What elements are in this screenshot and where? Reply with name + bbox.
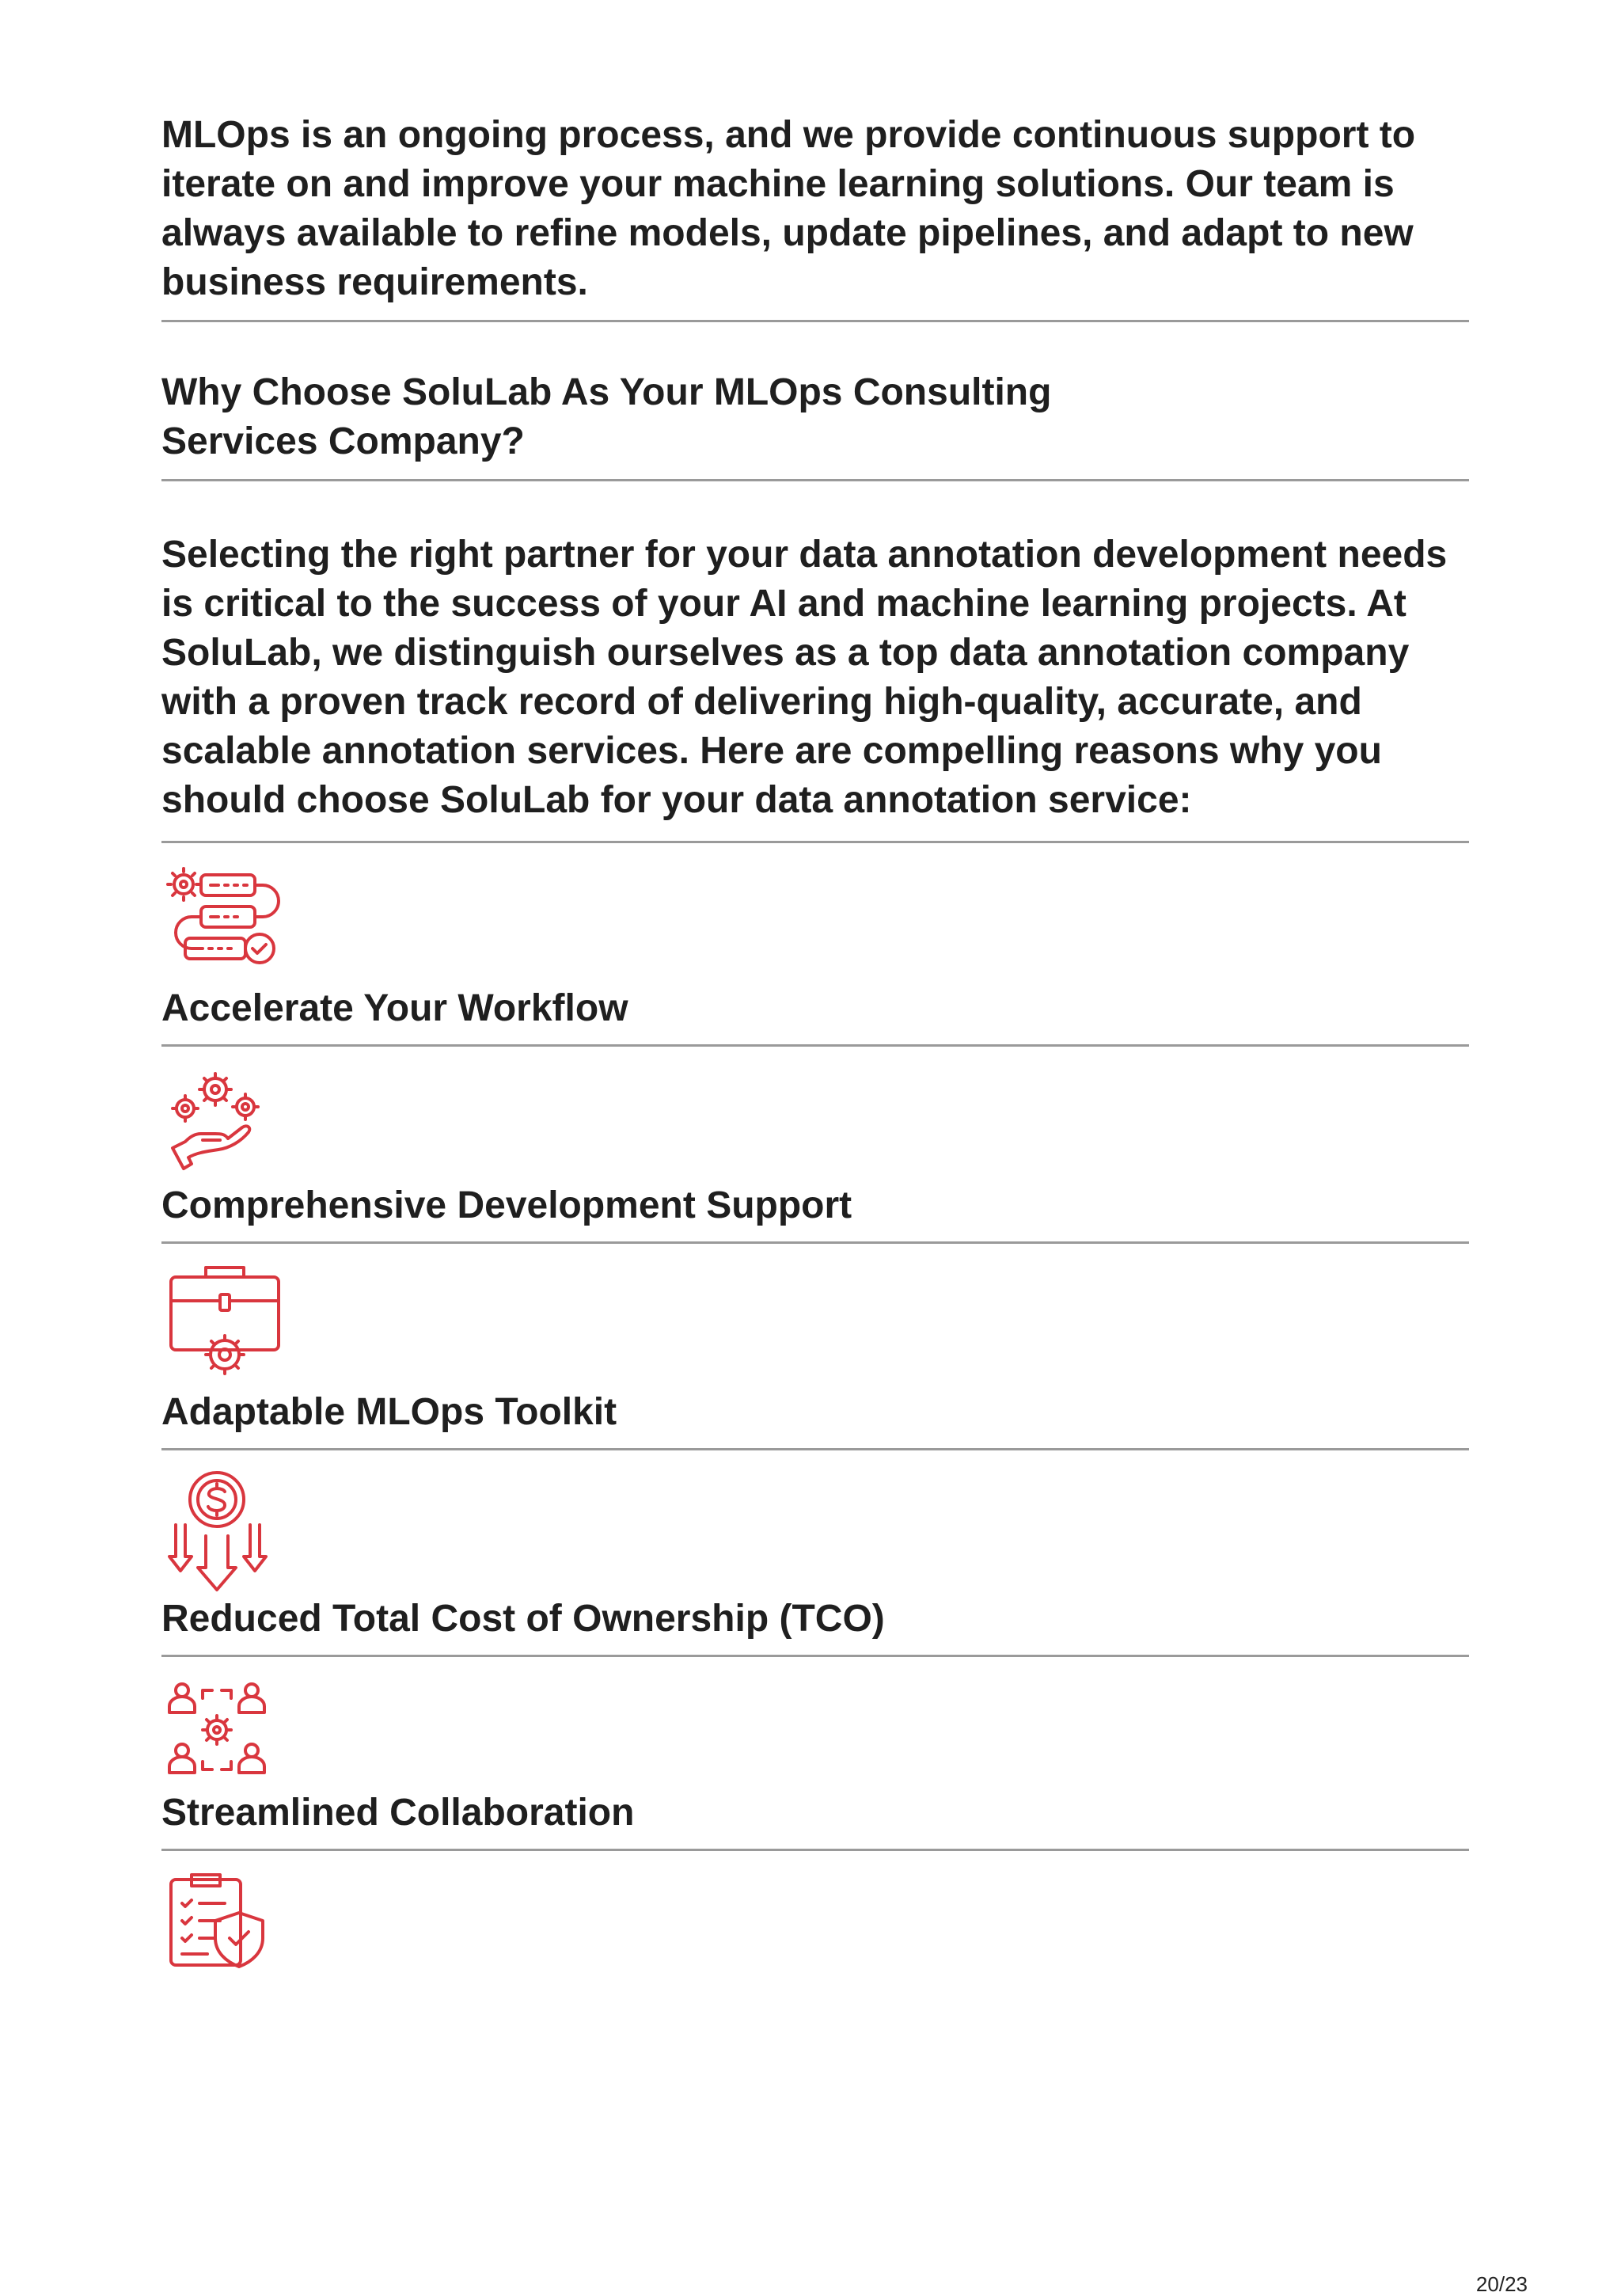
document-content <box>161 111 1469 1979</box>
gears-hand-icon <box>161 1064 272 1175</box>
team-collaboration-icon <box>161 1674 272 1785</box>
feature-icon-block <box>161 1450 1469 1595</box>
feature-title: Reduced Total Cost of Ownership (TCO) <box>161 1595 1469 1657</box>
feature-icon-block <box>161 1244 1469 1388</box>
intro-paragraph: MLOps is an ongoing process, and we provide continuous support to iterate on and improve your machine learning solutions. Our team is always available to refine models, update pipelines, and adapt to new business requirements. <box>161 111 1469 322</box>
section-body: Selecting the right partner for your data annotation development needs is critical to the success of your AI and machine learning projects. At SoluLab, we distinguish ourselves as a top data annotation company with a proven track record of delivering high-quality, accurate, and scalable annotation services. Here are compelling reasons why you should choose SoluLab for your data annotation service: <box>161 530 1469 843</box>
feature-icon-block <box>161 1657 1469 1789</box>
feature-icon-block <box>161 843 1469 984</box>
feature-icon-block <box>161 1851 1469 1979</box>
feature-title: Adaptable MLOps Toolkit <box>161 1388 1469 1450</box>
feature-title: Accelerate Your Workflow <box>161 984 1469 1047</box>
cost-reduction-icon <box>161 1468 280 1595</box>
workflow-icon <box>161 862 288 981</box>
clipboard-shield-icon <box>161 1868 272 1971</box>
briefcase-gear-icon <box>161 1261 288 1380</box>
feature-title: Comprehensive Development Support <box>161 1181 1469 1244</box>
section-heading: Why Choose SoluLab As Your MLOps Consulting Services Company? <box>161 371 1052 462</box>
page-number: 20/23 <box>1475 2272 1528 2296</box>
feature-title: Streamlined Collaboration <box>161 1789 1469 1851</box>
feature-icon-block <box>161 1047 1469 1181</box>
